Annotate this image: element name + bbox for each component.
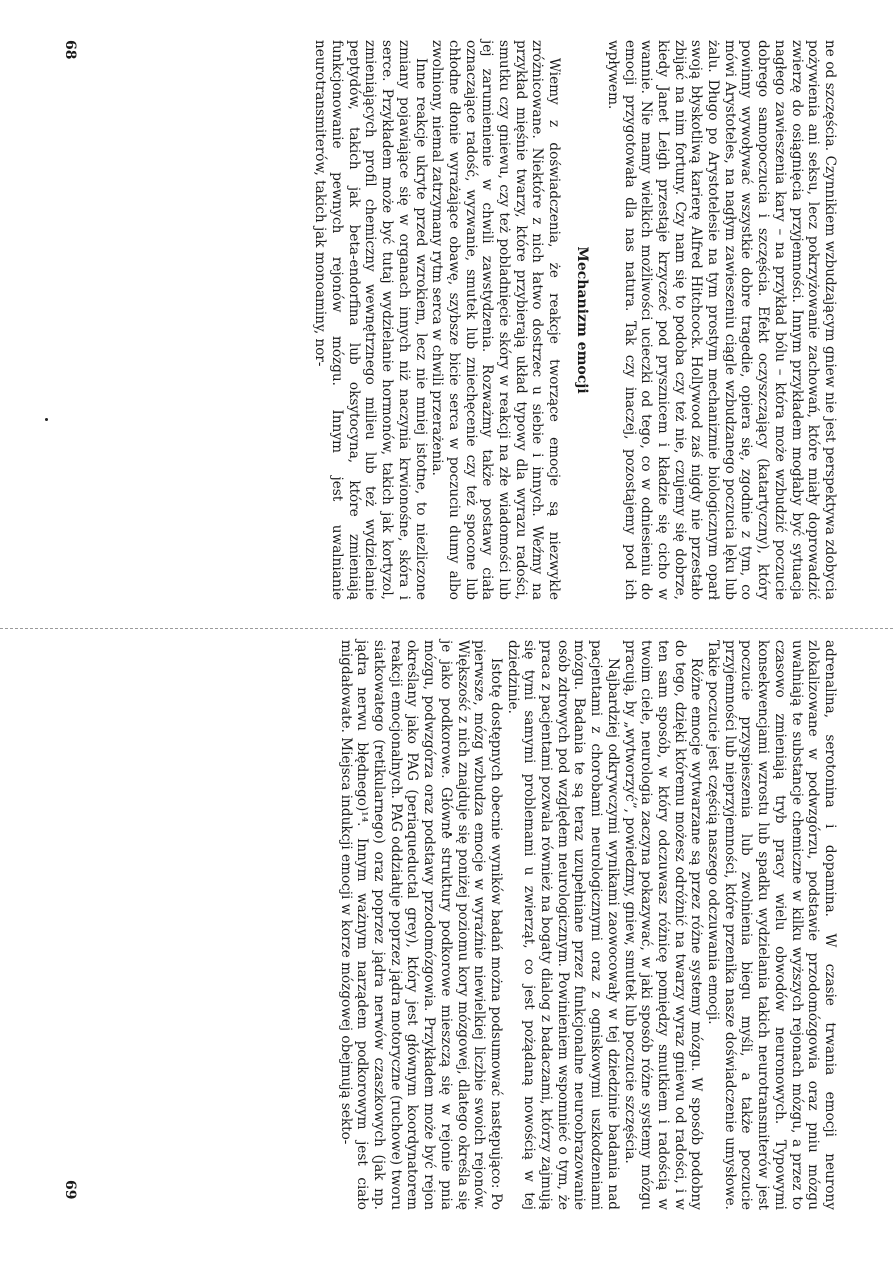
paragraph: Inne reakcje ukryte przed wzrokiem, lecz nie mniej istotne, to niezliczone zmiany pojawiające się w organach innych niż naczynia krwionośne, skóra i serce. Przykładem może być tutaj wydzielanie hormonów, takich jak kortyzol, zmieniających profil chemiczny wewnętrznego milieu lub też wydzielanie peptydów, takich jak beta-endorfina lub oksytocyna, które zmieniają funkcjonowanie pewnych rejonów mózgu. Innym jest uwalnianie neurotransmiterów, takich jak monoaminy, nor-: [312, 40, 429, 600]
page-number: 68: [62, 40, 78, 60]
page-69-text-column: [337, 640, 838, 1210]
page-68: [58, 40, 838, 600]
paragraph: adrenalina, serotonina i dopamina. W czasie trwania emocji neurony zlokalizowane w podwzgórzu, podstawie przodomózgowia oraz pniu mózgu uwalniają te substancje chemiczne w kilku wyższych rejonach mózgu, a przez to czasowo zmieniają tryb pracy wielu obwodów neuronowych. Typowymi konsekwencjami wzrostu lub spadku wydzielania takich neurotransmiterów jest poczucie przyspieszenia lub zwolnienia biegu myśli, a także poczucie przyjemności lub nieprzyjemności, które przenika nasze doświadczenie umysłowe. Takie poczucie jest częścią naszego odczuwania emocji.: [705, 640, 838, 1210]
paragraph: Różne emocje wytwarzane są przez różne systemy mózgu. W sposób podobny do tego, dzięki któremu możesz odróżnić na twarzy wyraz gniewu od radości, i w ten sam sposób, w który odczuwasz różnicę pomiędzy smutkiem i radością w twoim ciele, neurologia zaczyna pokazywać, w jaki sposób różne systemy mózgu pracują, by „wytworzyć”, powiedzmy, gniew, smutek lub poczucie szczęścia.: [621, 640, 705, 1210]
section-heading: Mechanizm emocji: [574, 246, 591, 394]
paragraph: Istotę dostępnych obecnie wyników badań można podsumować następująco: Po pierwsze, mózg wzbudza emocje w wyraźnie niewielkiej liczbie swoich rejonów. Większość z nich znajduje się poniżej poziomu kory mózgowej, dlatego określa się je jako podkorowe. Główne struktury podkorowe mieszczą się w rejonie pnia mózgu, podwzgórza oraz podstawy przodomózgowia. Przykładem może być rejon określany jako PAG (periaqueductal grey), który jest głównym koordynatorem reakcji emocjonalnych. PAG oddziałuje poprzez jądra motoryczne (ruchowe) tworu siatkowatego (retikularnego) oraz poprzez jądra nerwów czaszkowych (jak np. jądra nerwu błędnego)¹⁴. Innym ważnym narządem podkorowym jest ciało migdałowate. Miejsca indukcji emocji w korze mózgowej obejmują sekto-: [337, 640, 504, 1210]
scan-speck: [45, 418, 48, 421]
page-68-text-column: [312, 40, 838, 600]
paragraph: Wiemy z doświadczenia, że reakcje tworzące emocje są niezwykle zróżnicowane. Niektóre z nich łatwo dostrzec u siebie i innych. Weźmy na przykład mięśnie twarzy, które przybierają układ typowy dla wyrazu radości, smutku czy gniewu, czy też pobladnięcie skóry w reakcji na złe wiadomości lub jej zarumienienie w chwili zawstydzenia. Rozważmy także postawy ciała oznaczające radość, wyzwanie, smutek lub zniechęcenie czy też spocone lub chłodne dłonie wyrażające obawę, szybsze bicie serca w poczuciu dumy albo zwolniony, niemal zatrzymany rytm serca w chwili przerażenia.: [429, 40, 563, 600]
page-69: [58, 640, 838, 1210]
paragraph: ne od szczęścia. Czynnikiem wzbudzającym gniew nie jest perspektywa zdobycia pożywienia ani seksu, lecz pokrzyżowanie zachowań, które miały doprowadzić zwierzę do osiągnięcia przyjemności. Innym przykładem mogłaby być sytuacja nagłego zawieszenia kary – na przykład bólu – która może wzbudzić poczucie dobrego samopoczucia i szczęścia. Efekt oczyszczający (katartyczny), który powinny wywoływać wszystkie dobre tragedie, opiera się, zgodnie z tym, co mówi Arystoteles, na nagłym zawieszeniu ciągle wzbudzanego poczucia lęku lub żalu. Długo po Arystotelesie na tym prostym mechanizmie biologicznym oparł swoją błyskotliwą karierę Alfred Hitchcock. Hollywood zaś nigdy nie przestało zbijać na nim fortuny. Czy nam się to podoba czy też nie, czujemy się dobrze, kiedy Janet Leigh przestaje krzyczeć pod prysznicem i kładzie się cicho w wannie. Nie mamy wielkich możliwości ucieczki od tego, co w odniesieniu do emocji przygotowała dla nas natura. Tak czy inaczej, pozostajemy pod ich wpływem.: [604, 40, 838, 600]
page-number: 69: [62, 1180, 78, 1200]
page-fold-line: [0, 628, 893, 629]
paragraph: Najbardziej odkrywczymi wynikami zaowocowały w tej dziedzinie badania nad pacjentami z chorobami neurologicznymi oraz z ogniskowymi uszkodzeniami mózgu. Badania te są teraz uzupełniane przez funkcjonalne neuroobrazowanie osób zdrowych pod względem neurologicznym. Powinieniem wspomnieć o tym, że praca z pacjentami pozwala również na bogaty dialog z badaczami, którzy zajmują się tymi samymi problemami u zwierząt, co jest pożądaną nowością w tej dziedzinie.: [504, 640, 621, 1210]
